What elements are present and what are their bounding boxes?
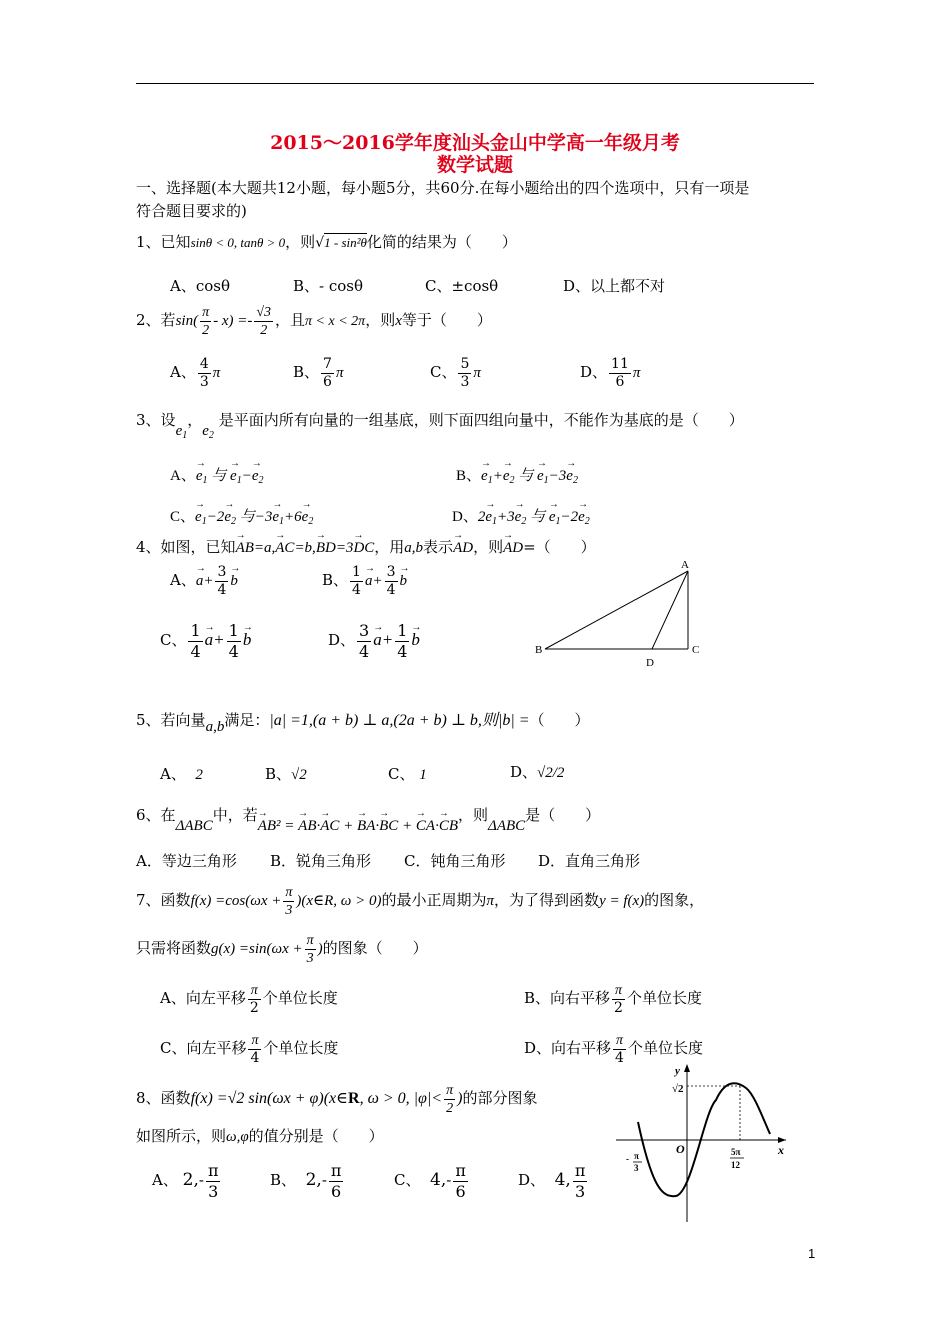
q1-number: 1、 [136, 233, 161, 251]
triangle-figure [530, 556, 720, 674]
q7-option-c: C、向左平移 $\frac{\pi}{4}$ 个单位长度 [160, 1032, 339, 1066]
question-5-stem: 5、若向量a,b满足：|a| =1,(a + b) ⊥ a,(2a + b) ⊥ b,则|b| =（ ） [136, 711, 590, 735]
question-8-stem: 8、函数f(x) =√2 sin(ωx + φ)(x∈R, ω > 0, |φ|< $\frac{\pi}{2}$ )的部分图象 [136, 1082, 538, 1116]
left-root-denominator: 3 [634, 1163, 639, 1173]
q3-option-a: A、→ $e_1$ 与 → $e_1-\to e_2$ [170, 466, 264, 491]
triangle-side-ab [545, 571, 688, 649]
y-axis-arrow [684, 1064, 690, 1072]
q7-number: 7、 [136, 891, 161, 909]
q4-option-c: C、 $\frac{1}{4}$ → a+ $\frac{1}{4}$ → b [160, 620, 251, 662]
q3-option-d: D、$2\to e_1+3\to e_2$ 与 → $e_1-2\to e_2$ [452, 507, 590, 532]
q6-option-d: D．直角三角形 [538, 852, 641, 870]
q7-option-b: B、向右平移 $\frac{\pi}{2}$ 个单位长度 [524, 982, 702, 1016]
amplitude-label: √2 [672, 1083, 684, 1095]
question-1-stem: 1、已知sinθ < 0, tanθ > 0，则√1 - sin²θ化简的结果为（ ） [136, 233, 517, 251]
q7-option-a: A、向左平移 $\frac{\pi}{2}$ 个单位长度 [160, 982, 338, 1016]
q2-range: π < x < 2π [305, 314, 366, 329]
q4-stem-a: 如图，已知 [160, 538, 236, 556]
q6-stem-c: ，则 [458, 806, 489, 824]
question-7-stem: 7、函数f(x) =cos(ωx + $\frac{\pi}{3}$ )(x∈R, ω > 0)的最小正周期为π，为了得到函数y = f(x)的图象， [136, 885, 705, 919]
q2-equation: sin( $\frac{\pi}{2}$ - x) =- $\frac{√3}{2}$ [175, 305, 272, 339]
q6-stem-b: 中，若 [212, 806, 258, 824]
q4-stem-c: 表示 [423, 538, 454, 556]
q4-option-a: A、→ a+ $\frac{3}{4}$ → b [170, 562, 238, 599]
q8-option-d: D、 4, $\frac{\pi}{3}$ [518, 1160, 586, 1201]
q8-line2-a: 如图所示，则 [136, 1127, 227, 1145]
q5-option-a: A、 2 [160, 765, 203, 783]
question-2-stem [136, 302, 492, 340]
q1-stem-a: 已知 [160, 233, 191, 251]
q4-stem-d: ，则 [473, 538, 504, 556]
exam-subtitle: 数学试题 [436, 154, 513, 176]
q8-stem-a: 函数 [160, 1089, 191, 1107]
q1-stem-b: ，则 [285, 233, 316, 251]
q5-option-b: B、√2 [265, 765, 307, 783]
q6-triangle: ΔABC [175, 818, 213, 834]
q1-option-c: C、±cosθ [425, 277, 499, 295]
question-7-line2: 只需将函数g(x) =sin(ωx + $\frac{\pi}{3}$ )的图象（ ） [136, 933, 428, 967]
q4-number: 4、 [136, 538, 161, 556]
left-root-minus: - [626, 1154, 629, 1164]
q2-option-c: C、 $\frac{5}{3}$ π [430, 355, 481, 390]
q5-stem-b: 满足： [224, 711, 270, 729]
section-intro-line2: 符合题目要求的) [136, 202, 247, 220]
q7-stem-a: 函数 [160, 891, 191, 909]
q1-stem-c: 化简的结果为（ ） [366, 233, 517, 251]
label-b: B [535, 644, 543, 656]
q4-option-d: D、 $\frac{3}{4}$ → a+ $\frac{1}{4}$ → b [328, 620, 420, 662]
y-label: y [675, 1065, 680, 1077]
header-rule [136, 83, 814, 84]
q2-number: 2、 [136, 311, 161, 329]
q8-option-c: C、 4,- $\frac{\pi}{6}$ [394, 1160, 466, 1201]
q4-stem-b: ，用 [374, 538, 405, 556]
q7-line2-b: 的图象（ ） [322, 939, 428, 957]
q7-line2-a: 只需将函数 [136, 939, 212, 957]
q6-stem-a: 在 [160, 806, 176, 824]
label-c: C [692, 644, 700, 656]
page-number: 1 [808, 1246, 816, 1261]
q7-stem-b: 的最小正周期为 [381, 891, 487, 909]
q8-option-b: B、 2,- $\frac{\pi}{6}$ [270, 1160, 342, 1201]
q7-stem-c: ，为了得到函数 [494, 891, 600, 909]
exam-title: 2015～2016学年度汕头金山中学高一年级月考 [270, 132, 680, 154]
q8-stem-b: 的部分图象 [462, 1089, 538, 1107]
q6-number: 6、 [136, 806, 161, 824]
q2-stem-d: 等于（ ） [401, 311, 492, 329]
question-4-stem: 4、如图，已知→ AB=a,→ AC=b,→ BD=3→ DC，用a,b表示→ AD，则→ AD=（ ） [136, 537, 596, 558]
left-root-numerator: π [634, 1151, 639, 1161]
q3-stem-a: 设 [160, 411, 176, 429]
q3-number: 3、 [136, 411, 161, 429]
label-a: A [681, 559, 689, 571]
q7-stem-d: 的图象， [644, 891, 705, 909]
q2-option-d: D、 $\frac{11}{6}$ π [580, 355, 641, 390]
q1-option-a: A、cosθ [170, 277, 230, 295]
q1-option-d: D、以上都不对 [563, 277, 666, 295]
q1-option-b: B、- cosθ [293, 277, 364, 295]
q6-option-c: C．钝角三角形 [404, 852, 506, 870]
q2-stem-b: ，且 [275, 311, 306, 329]
right-max-denominator: 12 [731, 1160, 740, 1170]
q2-option-a: A、 $\frac{4}{3}$ π [170, 355, 221, 390]
q3-option-c: C、→ $e_1-2\to e_2$ 与$-3\to e_1+6\to e_2$ [170, 507, 313, 532]
q1-expression: 1 - sin²θ [324, 235, 367, 250]
q4-option-b: B、 $\frac{1}{4}$ → a+ $\frac{3}{4}$ → b [322, 562, 407, 599]
q6-option-b: B．锐角三角形 [270, 852, 372, 870]
question-8-line2: 如图所示，则ω,φ的值分别是（ ） [136, 1127, 384, 1145]
q2-stem-c: ，则 [365, 311, 396, 329]
sine-graph-figure [612, 1062, 792, 1226]
q3-stem-b: 是平面内所有向量的一组基底，则下面四组向量中，不能作为基底的是（ ） [218, 411, 744, 429]
q3-option-b: B、→ $e_1+\to e_2$ 与 → $e_1-3\to e_2$ [456, 466, 578, 491]
q5-option-c: C、 1 [388, 765, 427, 783]
q2-var: x [395, 313, 402, 329]
q5-option-d: D、√2/2 [510, 763, 565, 781]
label-d: D [646, 657, 654, 669]
q5-stem-c: （ ） [529, 711, 590, 729]
q5-stem-a: 若向量 [160, 711, 206, 729]
right-max-numerator: 5π [731, 1147, 741, 1157]
question-6-stem: 6、在ΔABC中，若→ AB² = → AB·→ AC + → BA·→ BC + → CA·→ CB，则ΔABC是（ ） [136, 805, 600, 826]
q8-option-a: A、 2,- $\frac{\pi}{3}$ [152, 1160, 219, 1201]
q4-stem-e: =（ ） [523, 538, 596, 556]
section-intro-line1: 一、选择题(本大题共12小题，每小题5分，共60分.在每小题给出的四个选项中，只有一项是 [136, 179, 750, 197]
x-label: x [778, 1143, 784, 1157]
q2-option-b: B、 $\frac{7}{6}$ π [293, 355, 344, 390]
origin-label: O [676, 1142, 685, 1156]
q7-option-d: D、向右平移 $\frac{\pi}{4}$ 个单位长度 [524, 1032, 703, 1066]
q8-number: 8、 [136, 1089, 161, 1107]
q6-stem-d: 是（ ） [525, 806, 601, 824]
q2-stem-a: 若 [160, 311, 176, 329]
triangle-segment-ad [652, 571, 688, 649]
q8-line2-b: 的值分别是（ ） [248, 1127, 384, 1145]
question-3-stem: 3、设$e_1$，$e_2$ 是平面内所有向量的一组基底，则下面四组向量中，不能作为基底的是（ ） [136, 411, 744, 441]
q5-number: 5、 [136, 711, 161, 729]
q1-condition: sinθ < 0, tanθ > 0 [190, 235, 286, 250]
q6-option-a: A．等边三角形 [136, 852, 237, 870]
